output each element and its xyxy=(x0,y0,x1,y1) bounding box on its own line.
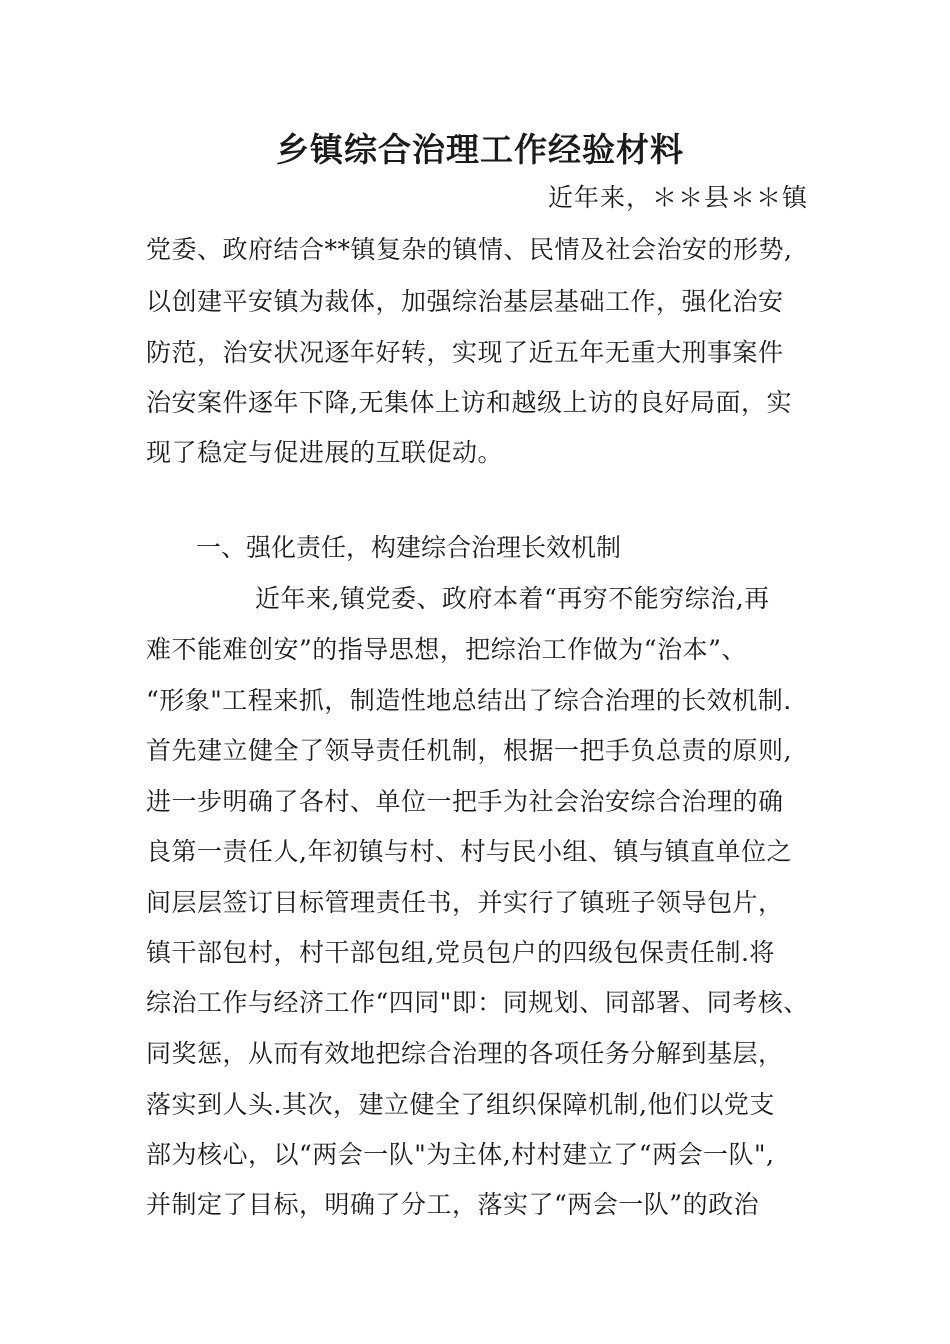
intro-line: 党委、政府结合**镇复杂的镇情、民情及社会治安的形势, xyxy=(146,235,793,264)
paragraph-line: 间层层签订目标管理责任书，并实行了镇班子领导包片， xyxy=(146,888,784,917)
paragraph-line: 良第一责任人,年初镇与村、村与民小组、镇与镇直单位之 xyxy=(146,837,792,866)
intro-line: 防范，治安状况逐年好转，实现了近五年无重大刑事案件 xyxy=(146,338,784,367)
paragraph-line: 部为核心，以“两会一队"为主体,村村建立了“两会一队", xyxy=(146,1140,775,1169)
paragraph-line: 难不能难创安”的指导思想，把综治工作做为“治本”、 xyxy=(146,635,747,664)
document-title: 乡镇综合治理工作经验材料 xyxy=(276,130,684,169)
paragraph-line: 落实到人头.其次，建立健全了组织保障机制,他们以党支 xyxy=(146,1090,775,1119)
paragraph-first-line: 近年来,镇党委、政府本着“再穷不能穷综治,再 xyxy=(255,584,770,613)
paragraph-line: 首先建立健全了领导责任机制，根据一把手负总责的原则, xyxy=(146,736,792,765)
paragraph-line: 镇干部包村，村干部包组,党员包户的四级包保责任制.将 xyxy=(146,938,775,967)
section-heading: 一、强化责任，构建综合治理长效机制 xyxy=(196,533,622,562)
intro-line: 治安案件逐年下降,无集体上访和越级上访的良好局面，实 xyxy=(146,388,792,417)
paragraph-line: 并制定了目标，明确了分工，落实了“两会一队”的政治 xyxy=(146,1190,760,1219)
intro-line: 以创建平安镇为裁体，加强综治基层基础工作，强化治安 xyxy=(146,287,784,316)
paragraph-line: 综治工作与经济工作“四同"即：同规划、同部署、同考核、 xyxy=(146,988,809,1017)
paragraph-line: 进一步明确了各村、单位一把手为社会治安综合治理的确 xyxy=(146,787,784,816)
intro-first-line: 近年来，＊＊县＊＊镇 xyxy=(548,183,809,212)
paragraph-line: 同奖惩，从而有效地把综合治理的各项任务分解到基层， xyxy=(146,1039,784,1068)
intro-line: 现了稳定与促进展的互联促动。 xyxy=(146,438,504,467)
paragraph-line: “形象"工程来抓，制造性地总结出了综合治理的长效机制. xyxy=(146,686,792,715)
